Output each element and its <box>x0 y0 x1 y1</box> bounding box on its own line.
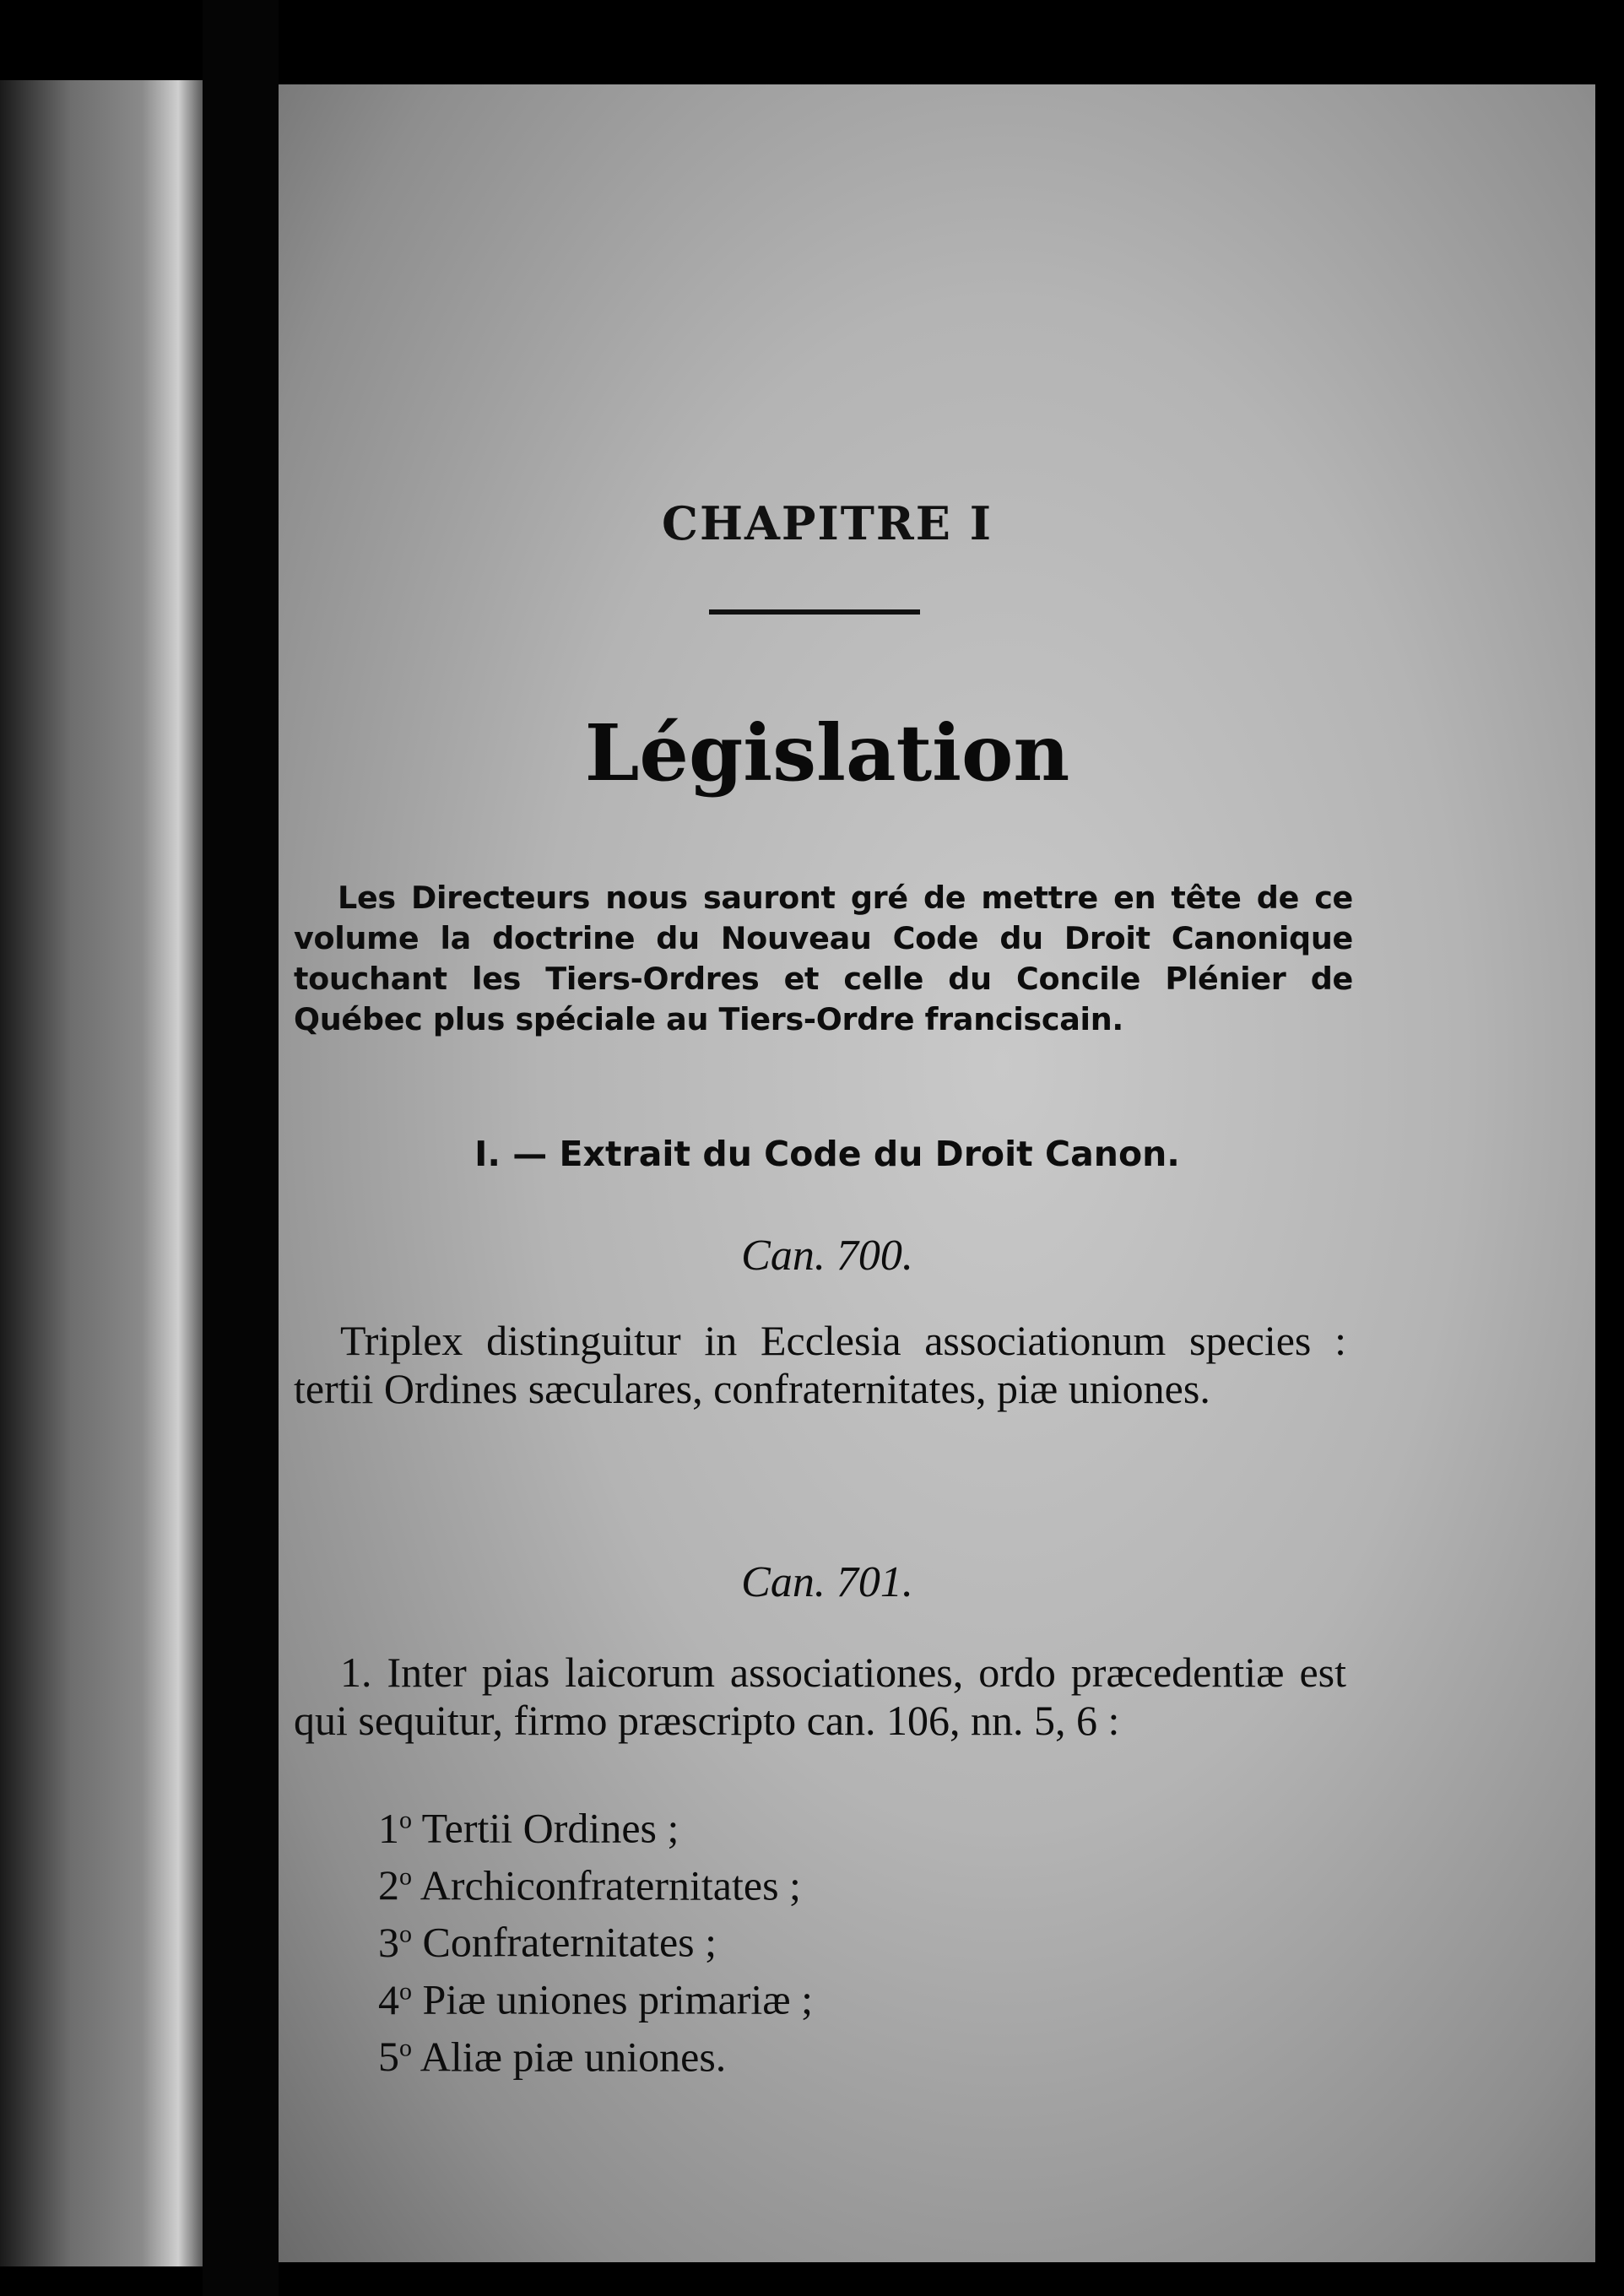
list-item: 3$^o$ Confraternitates ; <box>378 1918 717 1966</box>
intro-paragraph: Les Directeurs nous sauront gré de mettre en tête de ce volume la doctrine du Nouveau Code du Droit Canonique touchant les Tiers-Ordres et celle du Concile Plénier de Québec plus spéciale au Tiers-Ordre franciscain. <box>294 880 1353 1037</box>
list-item: 2$^o$ Archiconfraternitates ; <box>378 1861 801 1909</box>
section-heading: I. — Extrait du Code du Droit Canon. <box>474 1134 1180 1174</box>
canon-701-text: 1. Inter pias laicorum associationes, ordo præcedentiæ est qui sequitur, firmo præscripto can. 106, nn. 5, 6 : <box>294 1649 1346 1744</box>
list-item: 5$^o$ Aliæ piæ uniones. <box>378 2033 727 2081</box>
canon-701-heading: Can. 701. <box>741 1558 913 1606</box>
precedence-list <box>378 1795 813 2081</box>
right-margin <box>1595 0 1624 2296</box>
canon-700-heading: Can. 700. <box>741 1232 913 1280</box>
canon-700-text: Triplex distinguitur in Ecclesia associationum species : tertii Ordines sæculares, confraternitates, piæ uniones. <box>294 1317 1346 1412</box>
facing-page-edge <box>0 80 203 2266</box>
chapter-heading: CHAPITRE I <box>661 496 993 550</box>
list-item: 4$^o$ Piæ uniones primariæ ; <box>378 1975 813 2023</box>
book-gutter <box>203 0 279 2296</box>
heading-rule <box>709 609 920 615</box>
page-title: Législation <box>584 707 1070 799</box>
list-item: 1$^o$ Tertii Ordines ; <box>378 1804 679 1852</box>
